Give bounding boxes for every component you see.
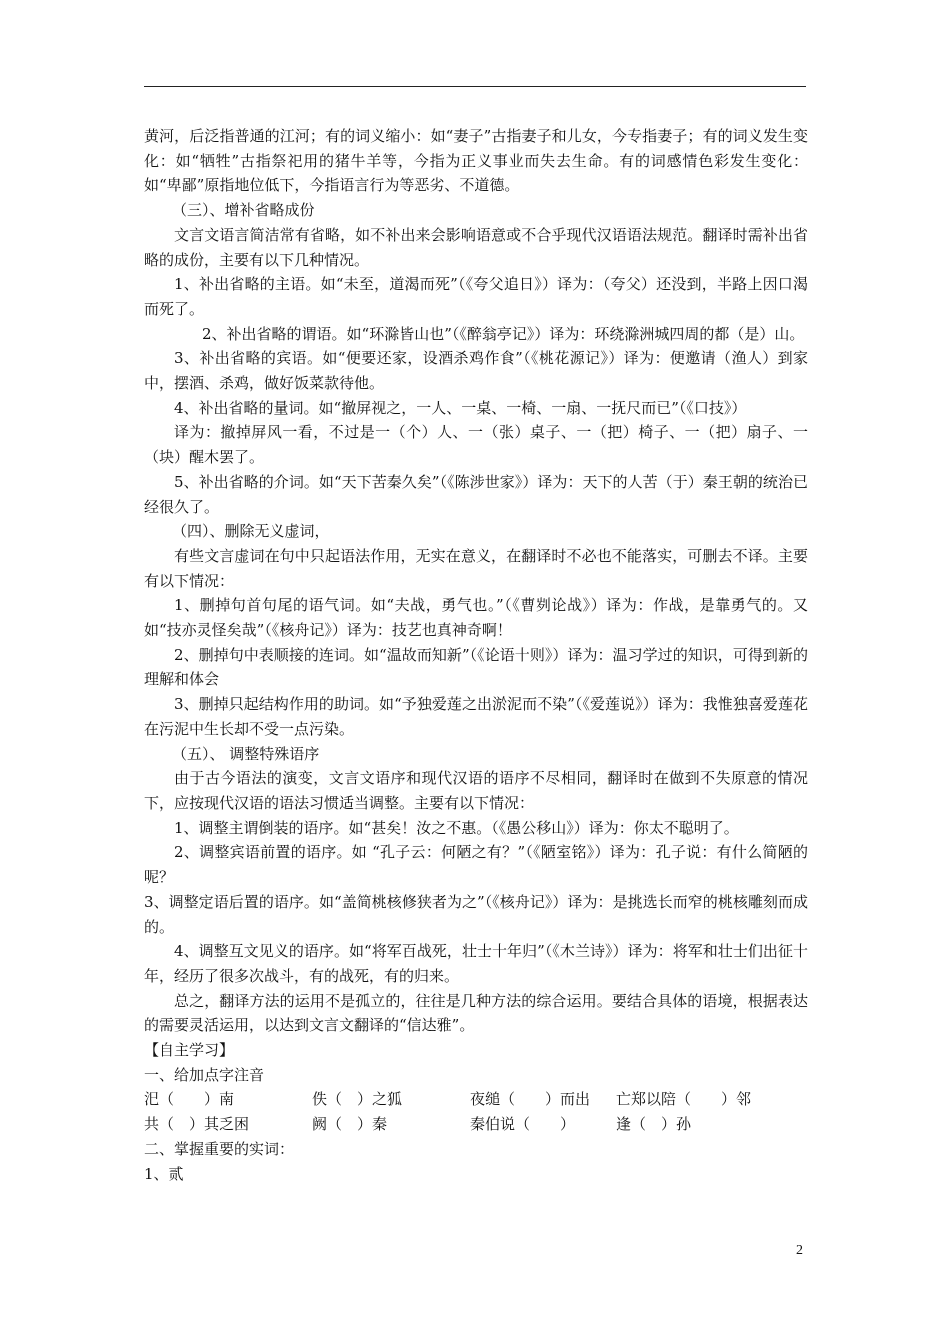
phonetic-item: 夜缒（ ）而出 xyxy=(470,1090,591,1109)
section-heading-3: （三）、增补省略成份 xyxy=(172,201,315,220)
header-rule xyxy=(144,86,806,87)
phonetic-row-2 xyxy=(144,1112,808,1137)
paragraph: 4、调整互文见义的语序。如“将军百战死，壮士十年归”（《木兰诗》）译为：将军和壮士们出征十年，经历了很多次战斗，有的战死，有的归来。 xyxy=(144,942,808,985)
paragraph: 总之，翻译方法的运用不是孤立的，往往是几种方法的综合运用。要结合具体的语境，根据表达的需要灵活运用，以达到文言文翻译的“信达雅”。 xyxy=(144,991,808,1035)
self-study-heading: 【自主学习】 xyxy=(144,1041,235,1060)
phonetic-item: 共（ ）其乏困 xyxy=(144,1115,250,1134)
paragraph: 译为：撤掉屏风一看，不过是一（个）人、一（张）桌子、一（把）椅子、一（把）扇子、一（块）醒木罢了。 xyxy=(144,423,808,467)
paragraph: 黄河，后泛指普通的江河；有的词义缩小：如“妻子”古指妻子和儿女，今专指妻子；有的词义发生变化：如“牺牲”古指祭祀用的猪牛羊等，今指为正义事业而失去生命。有的词感情色彩发生变化：如“卑鄙”原指地位低下，今指语言行为等恶劣、不道德。 xyxy=(144,127,808,195)
phonetic-item: 逢（ ）孙 xyxy=(616,1115,692,1134)
phonetic-item: 阙（ ）秦 xyxy=(312,1115,388,1134)
paragraph: 5、补出省略的介词。如“天下苦秦久矣”（《陈涉世家》）译为：天下的人苦（于）秦王朝的统治已经很久了。 xyxy=(144,472,808,516)
paragraph: 1、调整主谓倒装的语序。如“甚矣！汝之不惠。（《愚公移山》）译为：你太不聪明了。 xyxy=(174,818,739,837)
paragraph: 由于古今语法的演变，文言文语序和现代汉语的语序不尽相同，翻译时在做到不失原意的情况下，应按现代汉语的语法习惯适当调整。主要有以下情况： xyxy=(144,769,808,812)
paragraph: 2、删掉句中表顺接的连词。如“温故而知新”（《论语十则》）译为：温习学过的知识，可得到新的理解和体会 xyxy=(144,645,808,689)
exercise-item: 1、贰 xyxy=(144,1164,184,1183)
section-heading-4: （四）、删除无义虚词， xyxy=(172,522,330,541)
exercise-heading-2: 二、掌握重要的实词： xyxy=(144,1139,295,1158)
phonetic-row-1 xyxy=(144,1087,808,1112)
paragraph: 3、补出省略的宾语。如“便要还家，设酒杀鸡作食”（《桃花源记》）译为：便邀请（渔人）到家中，摆酒、杀鸡，做好饭菜款待他。 xyxy=(144,349,808,393)
paragraph: 2、补出省略的谓语。如“环滁皆山也”（《醉翁亭记》）译为：环绕滁洲城四周的都（是）山。 xyxy=(202,324,805,343)
phonetic-item: 佚（ ）之狐 xyxy=(312,1090,403,1109)
section-heading-5: （五）、 调整特殊语序 xyxy=(172,744,320,763)
paragraph: 1、补出省略的主语。如“未至，道渴而死”（《夸父追日》）译为：（夸父）还没到，半路上因口渴而死了。 xyxy=(144,275,808,318)
paragraph: 有些文言虚词在句中只起语法作用，无实在意义，在翻译时不必也不能落实，可删去不译。主要有以下情况： xyxy=(144,546,808,590)
phonetic-item: 秦伯说（ ） xyxy=(470,1115,576,1134)
paragraph: 2、调整宾语前置的语序。如 “孔子云：何陋之有？”（《陋室铭》）译为：孔子说：有什么简陋的呢？ xyxy=(144,843,808,887)
exercise-heading-1: 一、给加点字注音 xyxy=(144,1065,265,1084)
paragraph: 1、删掉句首句尾的语气词。如“夫战，勇气也。”（《曹刿论战》）译为：作战，是靠勇气的。又如“技亦灵怪矣哉”（《核舟记》）译为：技艺也真神奇啊！ xyxy=(144,596,808,640)
paragraph: 3、调整定语后置的语序。如“盖简桃核修狭者为之”（《核舟记》）译为：是挑选长而窄的桃核雕刻而成的。 xyxy=(144,892,808,936)
paragraph: 文言文语言简洁常有省略，如不补出来会影响语意或不合乎现代汉语语法规范。翻译时需补出省略的成份，主要有以下几种情况。 xyxy=(144,225,808,269)
paragraph: 4、补出省略的量词。如“撤屏视之，一人、一桌、一椅、一扇、一抚尺而已”（《口技》） xyxy=(174,398,747,417)
paragraph: 3、删掉只起结构作用的助词。如“予独爱莲之出淤泥而不染”（《爱莲说》）译为：我惟独喜爱莲花在污泥中生长却不受一点污染。 xyxy=(144,695,808,738)
phonetic-item: 汜（ ）南 xyxy=(144,1090,235,1109)
phonetic-item: 亡郑以陪（ ）邻 xyxy=(616,1090,752,1109)
page-number: 2 xyxy=(796,1243,803,1258)
document-body xyxy=(144,124,808,1186)
